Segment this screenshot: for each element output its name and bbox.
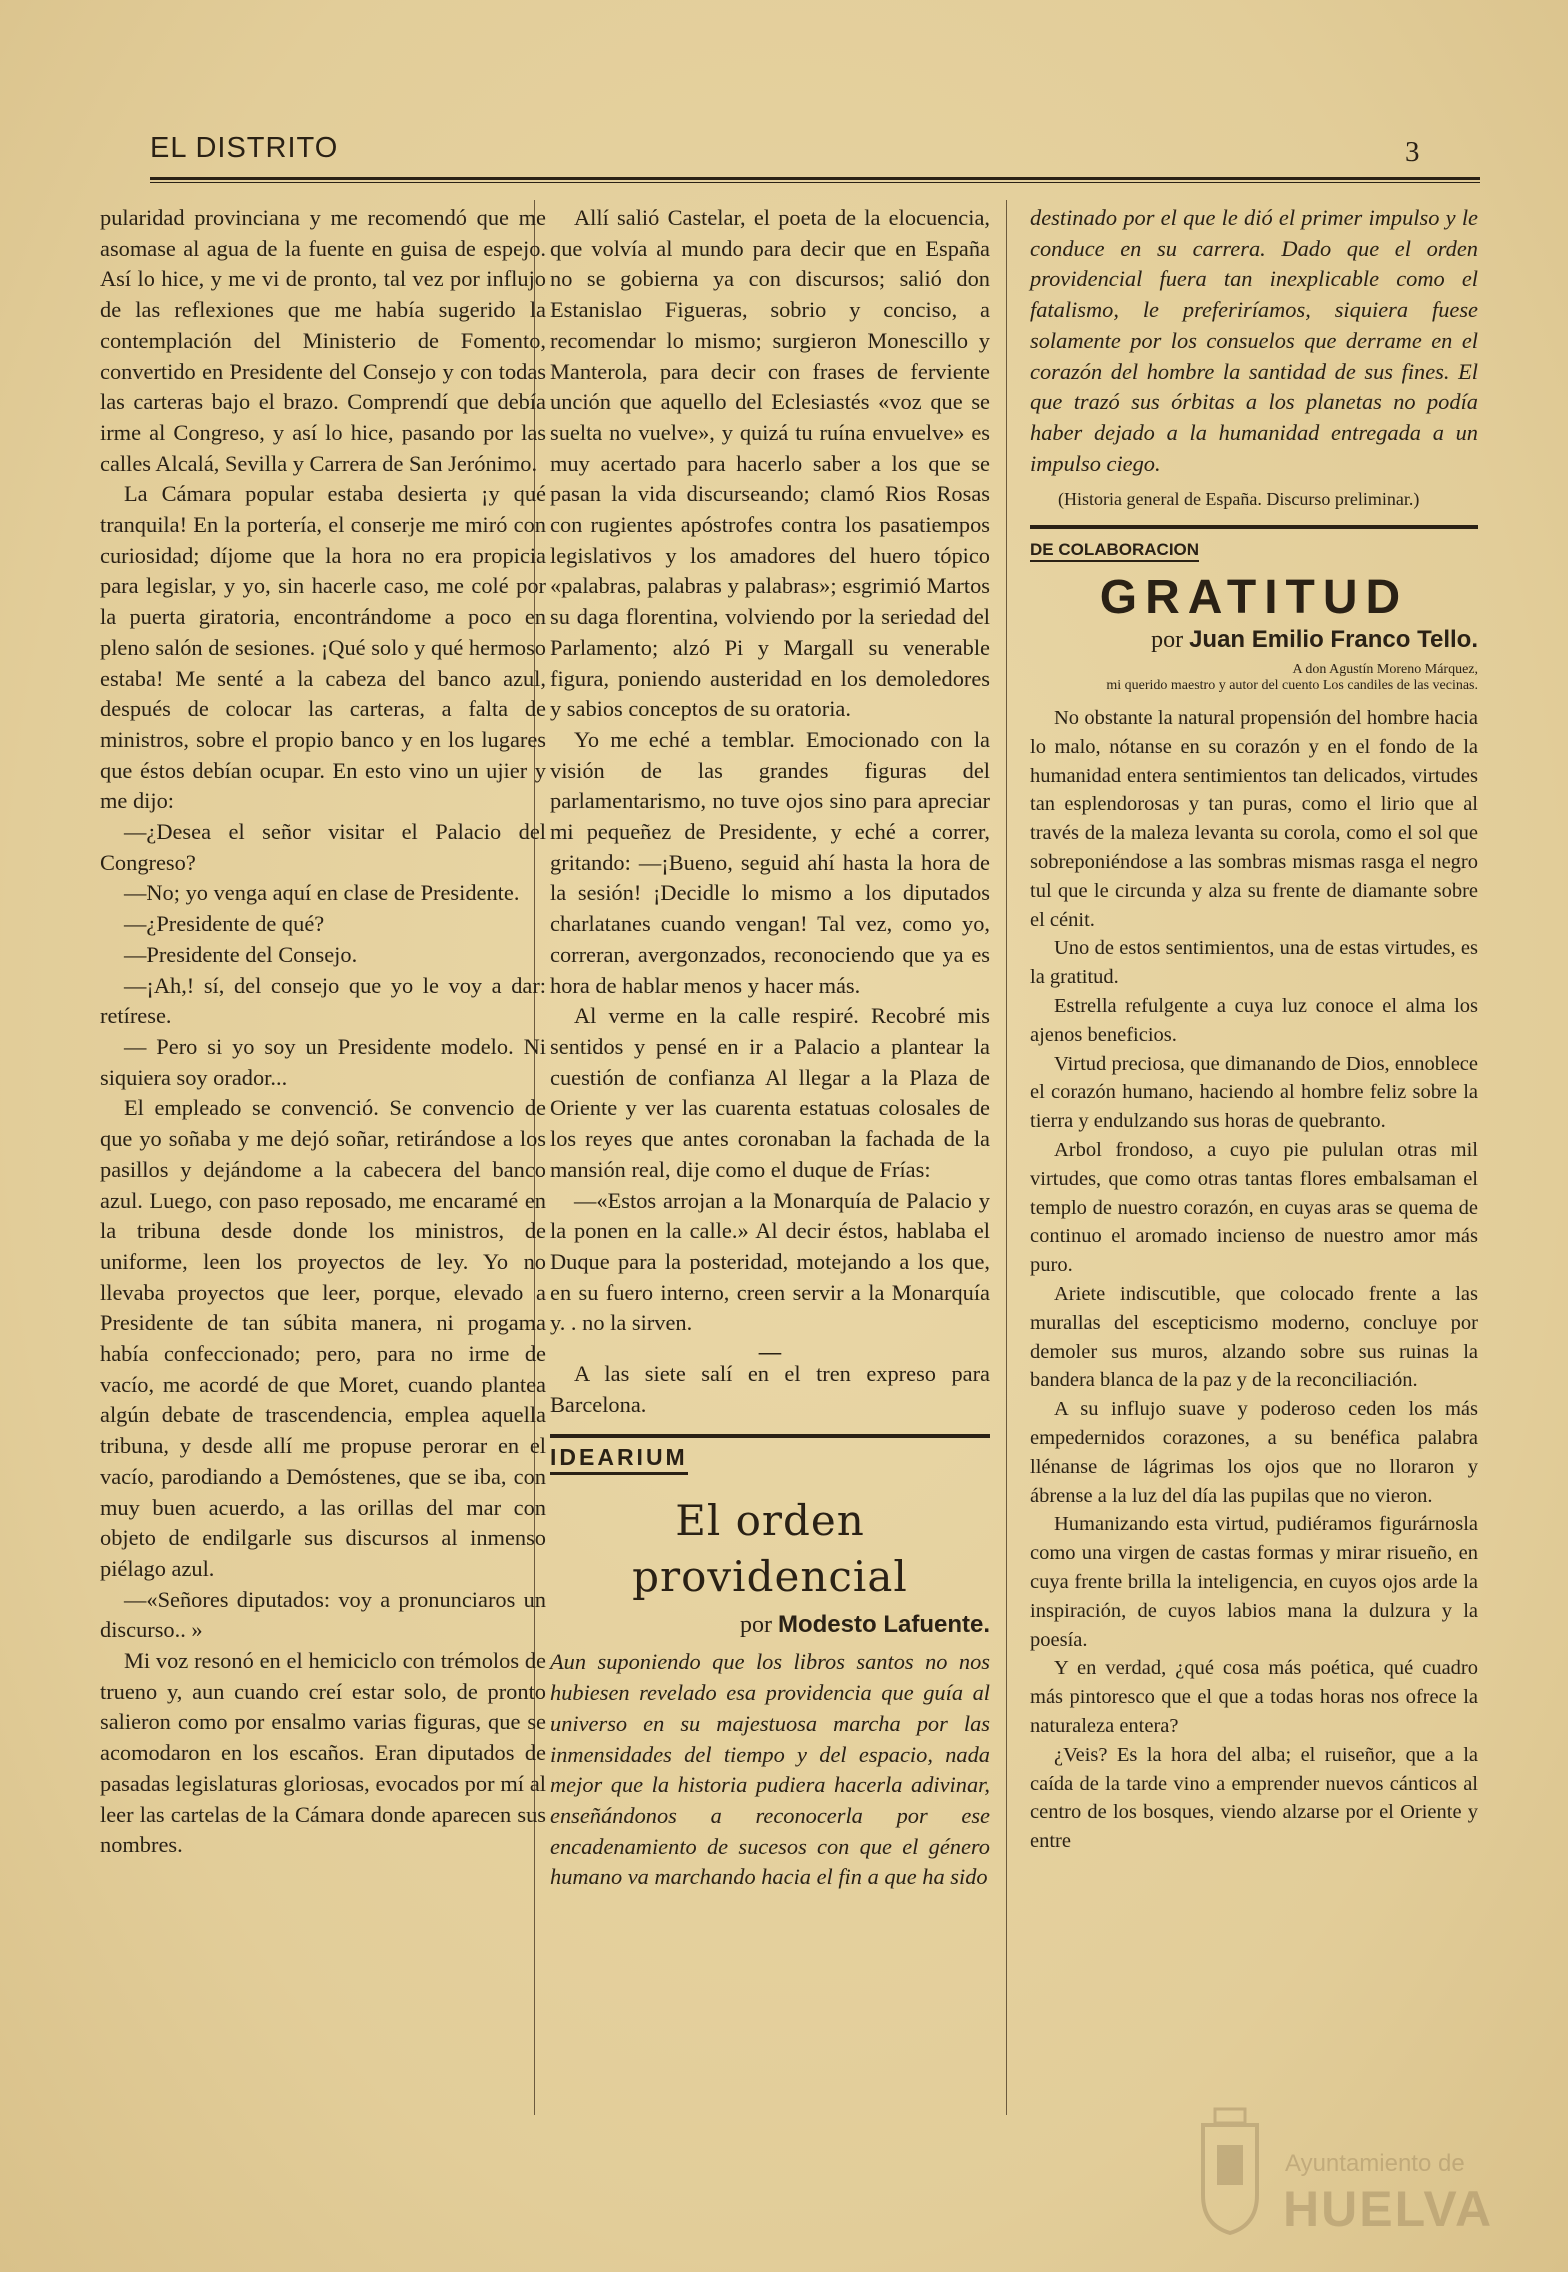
- citation: (Historia general de España. Discurso preliminar.): [1058, 489, 1420, 510]
- italic-quote-continued: [1030, 203, 1478, 479]
- watermark-line: HUELVA: [1283, 2181, 1494, 2237]
- paragraph: Estrella refulgente a cuya luz conoce el alma los ajenos beneficios.: [1030, 995, 1478, 1046]
- paragraph: —Presidente del Consejo.: [124, 941, 358, 967]
- paragraph: —«Estos arrojan a la Monarquía de Palacio y la ponen en la calle.» Al decir éstos, hablaba el Duque para la posteridad, motejando a los que, en su fuero interno, creen servir a la Monarquía y. . no la sirven.: [550, 1187, 990, 1336]
- paragraph: Arbol frondoso, a cuyo pie pululan otras mil virtudes, que como otras tantas flores embalsaman el templo de nuestro corazón, en cuyas aras se quema de continuo el aromado incienso de nuestro amor más puro.: [1030, 1138, 1478, 1277]
- column-1: [100, 203, 546, 1861]
- header-rule: [150, 177, 1480, 183]
- byline: [550, 1609, 990, 1641]
- paragraph: Ariete indiscutible, que colocado frente a las murallas del escepticismo moderno, concluye por demoler sus muros, alzando sobre sus ruinas la bandera blanca de la paz y de la reconciliación.: [1030, 1282, 1478, 1392]
- paragraph: Humanizando esta virtud, pudiéramos figurárnosla como una virgen de castas formas y mirar risueño, en cuya frente brilla la inteligencia, en cuyos ojos arde la inspiración, de cuyos labios mana la dulzura y la poesía.: [1030, 1513, 1478, 1651]
- separator-dash: —: [758, 1339, 782, 1365]
- column-3: [1030, 203, 1478, 1856]
- paragraph: No obstante la natural propensión del hombre hacia lo malo, nótanse en su corazón y en el fondo de la humanidad entera sentimientos tan delicados, virtudes tan esplendorosas y tan puras, como el lirio que al través de la maleza levanta su corola, como el sol que sobreponiéndose a las sombras mismas rasga el negro tul que le circunda y alza su frente de diamante sobre el cénit.: [1030, 707, 1478, 931]
- paragraph: —¿Presidente de qué?: [124, 911, 325, 937]
- archive-watermark: [1195, 2105, 1495, 2255]
- paragraph: —¡Ah,! sí, del consejo que yo le voy a dar: retírese.: [100, 972, 546, 1029]
- dedication-line: mi querido maestro y autor del cuento Los candiles de las vecinas.: [1106, 678, 1478, 694]
- section-label-colaboracion: DE COLABORACION: [1030, 540, 1199, 562]
- paragraph: —«Señores diputados: voy a pronunciaros un discurso.. »: [100, 1586, 546, 1643]
- paragraph: destinado por el que le dió el primer impulso y le conduce en su carrera. Dado que el orden providencial fuera tan inexplicable como el fatalismo, le preferiríamos, siquiera fuese solamente por los consuelos que derrame en el corazón del hombre la santidad de sus fines. El que trazó sus órbitas a los planetas no podía haber dejado a la humanidad entregada a un impulso ciego.: [1030, 205, 1478, 476]
- paragraph: A las siete salí en el tren expreso para Barcelona.: [550, 1361, 990, 1417]
- column-divider: [1006, 200, 1007, 2115]
- paragraph: —No; yo venga aquí en clase de Presidente.: [124, 880, 520, 906]
- paragraph: Y en verdad, ¿qué cosa más poética, qué cuadro más pintoresco que el que a todas horas nos ofrece la naturaleza entera?: [1030, 1657, 1478, 1737]
- article-title: GRATITUD: [1099, 571, 1409, 625]
- section-label-idearium: IDEARIUM: [550, 1442, 688, 1475]
- paragraph: Aun suponiendo que los libros santos no nos hubiesen revelado esa providencia que guía al universo en su majestuosa marcha por las inmensidades del tiempo y del espacio, nada mejor que la historia pudiera hacerla adivinar, enseñándonos a reconocerla por ese encadenamiento de sucesos con que el género humano va marchando hacia el fin a que ha sido: [550, 1649, 990, 1890]
- paragraph: ¿Veis? Es la hora del alba; el ruiseñor, que a la caída de la tarde vino a emprender nuevos cánticos al centro de los bosques, viendo alzarse por el Oriente y entre: [1030, 1743, 1478, 1853]
- paragraph: El empleado se convenció. Se convencio de que yo soñaba y me dejó soñar, retirándose a los pasillos y dejándome a la cabecera del banco azul. Luego, con paso reposado, me encaramé en la tribuna desde donde los ministros, de uniforme, leen los proyectos de ley. Yo no llevaba proyectos que leer, porque, elevado a Presidente de tan súbita manera, ni progama había confeccionado; pero, para no irme de vacío, me acordé de que Moret, cuando plantea algún debate de trascendencia, emplea aquella tribuna, y desde allí me propuse perorar en el vacío, parodiando a Demóstenes, que se iba, con muy buen acuerdo, a las orillas del mar con objeto de endilgarle sus discursos al inmenso piélago azul.: [100, 1095, 546, 1581]
- byline-author: Juan Emilio Franco Tello.: [1189, 626, 1478, 654]
- watermark-line: Ayuntamiento de: [1285, 2150, 1465, 2177]
- paragraph: La Cámara popular estaba desierta ¡y qué tranquila! En la portería, el conserje me miró con curiosidad; díjome que la hora no era propicia para legislar, y yo, sin hacerle caso, me colé por la puerta giratoria, encontrándome a poco en pleno salón de sesiones. ¡Qué solo y qué hermoso estaba! Me senté a la cabeza del banco azul, después de colocar las carteras, a falta de ministros, sobre el propio banco y en los lugares que éstos debían ocupar. En esto vino un ujier y me dijo:: [100, 481, 546, 814]
- article-title: El orden providencial: [632, 1496, 908, 1602]
- paragraph: Virtud preciosa, que dimanando de Dios, ennoblece el corazón humano, haciendo al hombre feliz sobre la tierra y endulzando sus horas de quebranto.: [1030, 1052, 1478, 1133]
- paragraph: — Pero si yo soy un Presidente modelo. Ni siquiera soy orador...: [100, 1033, 546, 1090]
- paragraph: Uno de estos sentimientos, una de estas virtudes, es la gratitud.: [1030, 937, 1478, 989]
- italic-quote: [550, 1647, 990, 1893]
- paragraph: Al verme en la calle respiré. Recobré mis sentidos y pensé en ir a Palacio a plantear la cuestión de confianza Al llegar a la Plaza de Oriente y ver las cuarenta estatuas colosales de los reyes que antes coronaban la fachada de la mansión real, dije como el duque de Frías:: [550, 1003, 990, 1182]
- newspaper-masthead: EL DISTRITO: [150, 132, 339, 164]
- paragraph: A su influjo suave y poderoso ceden los más empedernidos corazones, a su benéfica palabra llénanse de lágrimas los ojos que no lloraron y ábrense a la luz del día las pupilas que no vieron.: [1030, 1398, 1478, 1507]
- paragraph: Allí salió Castelar, el poeta de la elocuencia, que volvía al mundo para decir que en España no se gobierna ya con discursos; salió don Estanislao Figueras, sobrio y conciso, a recomendar lo mismo; surgieron Monescillo y Manterola, para decir con frases de ferviente unción que aquello del Eclesiastés «voz que se suelta no vuelve», y quizá tu ruína envuelve» es muy acertado para hacerlo saber a los que se pasan la vida discurseando; clamó Rios Rosas con rugientes apóstrofes contra los pasatiempos legislativos y los amadores del huero tópico «palabras, palabras y palabras»; esgrimió Martos su daga florentina, volviendo por la seriedad del Parlamento; alzó Pi y Margall su venerable figura, poniendo austeridad en los demoledores y sabios conceptos de su oratoria.: [550, 205, 990, 722]
- byline-author: Modesto Lafuente.: [777, 1611, 990, 1639]
- byline-prefix: por: [739, 1612, 772, 1639]
- column-2: [550, 203, 990, 1893]
- section-rule: [550, 1434, 990, 1438]
- paragraph: Mi voz resonó en el hemiciclo con trémolos de trueno y, aun cuando creí estar solo, de pronto salieron como por ensalmo varias figuras, que se acomodaron en los escaños. Eran diputados de pasadas legislaturas gloriosas, evocados por mí al leer las cartelas de la Cámara donde aparecen sus nombres.: [100, 1648, 546, 1858]
- dedication-line: A don Agustín Moreno Márquez,: [1292, 662, 1478, 678]
- paragraph: —¿Desea el señor visitar el Palacio del Congreso?: [100, 819, 546, 875]
- byline: [1030, 624, 1478, 656]
- paragraph: Yo me eché a temblar. Emocionado con la visión de las grandes figuras del parlamentarismo, no tuve ojos sino para apreciar mi pequeñez de Presidente, y eché a correr, gritando: —¡Bueno, seguid ahí hasta la hora de la sesión! ¡Decidle lo mismo a los diputados charlatanes cuando vengan! Tal vez, como yo, correran, avergonzados, reconociendo que ya es hora de hablar menos y hacer más.: [550, 726, 990, 998]
- byline-prefix: por: [1151, 627, 1184, 654]
- paragraph: pularidad provinciana y me recomendó que me asomase al agua de la fuente en guisa de espejo. Así lo hice, y me vi de pronto, tal vez por influjo de las reflexiones que me había sugerido la contemplación del Ministerio de Fomento, convertido en Presidente del Consejo y con todas las carteras bajo el brazo. Comprendí que debía irme al Congreso, y así lo hice, pasando por las calles Alcalá, Sevilla y Carrera de San Jerónimo.: [100, 205, 546, 476]
- coat-of-arms-icon: [1195, 2105, 1265, 2235]
- page-number: 3: [1405, 136, 1420, 168]
- section-rule: [1030, 525, 1478, 529]
- dedication: [1030, 662, 1478, 694]
- article-body: [1030, 704, 1478, 1856]
